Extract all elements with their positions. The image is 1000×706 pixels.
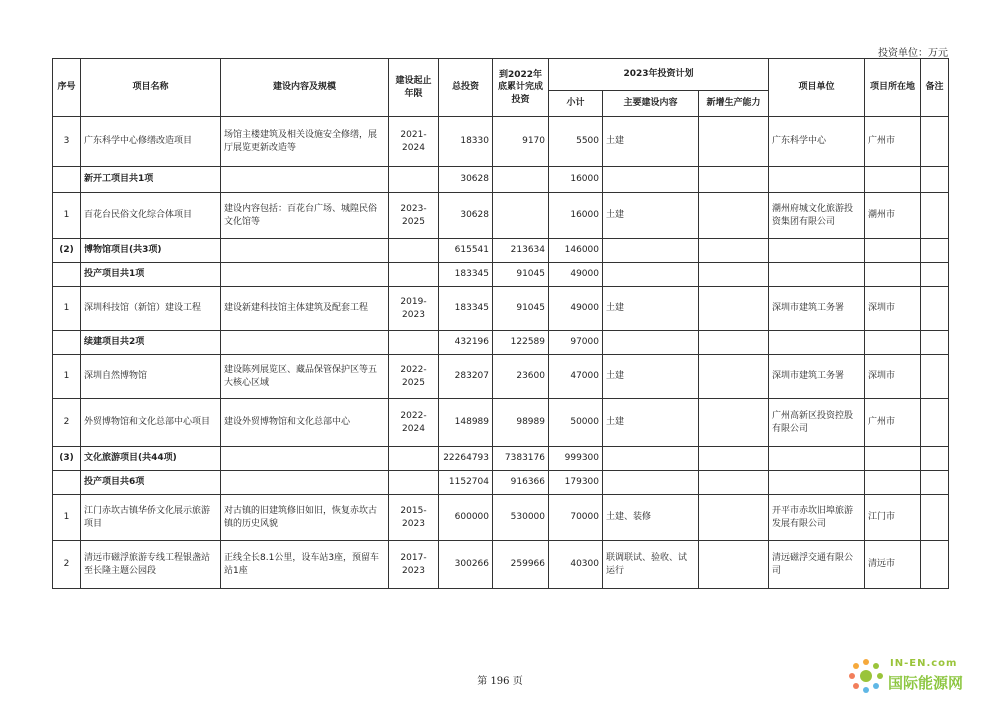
row-total: 183345 [439, 263, 493, 287]
row-subtotal: 49000 [549, 287, 603, 331]
header-years: 建设起止年限 [389, 59, 439, 117]
row-total: 615541 [439, 239, 493, 263]
row-content [221, 447, 389, 471]
row-capacity [699, 117, 769, 167]
row-seq [53, 263, 81, 287]
header-subtotal: 小计 [549, 91, 603, 117]
row-project-name: 广东科学中心修缮改造项目 [81, 117, 221, 167]
watermark-brand: 国际能源网 [888, 674, 964, 692]
row-capacity [699, 471, 769, 495]
row-seq: 1 [53, 193, 81, 239]
header-capacity: 新增生产能力 [699, 91, 769, 117]
row-completed: 91045 [493, 287, 549, 331]
row-capacity [699, 541, 769, 589]
row-total: 600000 [439, 495, 493, 541]
row-remark [921, 471, 949, 495]
row-location [865, 167, 921, 193]
row-main-content: 土建 [603, 193, 699, 239]
row-remark [921, 447, 949, 471]
row-content: 建设陈列展览区、藏品保管保护区等五大核心区域 [221, 355, 389, 399]
row-content: 建设新建科技馆主体建筑及配套工程 [221, 287, 389, 331]
row-main-content: 土建、装修 [603, 495, 699, 541]
header-name: 项目名称 [81, 59, 221, 117]
row-org [769, 167, 865, 193]
row-content: 建设内容包括：百花台广场、城隍民俗文化馆等 [221, 193, 389, 239]
table-row [53, 495, 949, 541]
header-total: 总投资 [439, 59, 493, 117]
row-seq: 1 [53, 495, 81, 541]
row-years: 2021-2024 [389, 117, 439, 167]
row-project-name: 投产项目共6项 [81, 471, 221, 495]
row-main-content [603, 331, 699, 355]
row-capacity [699, 239, 769, 263]
row-subtotal: 97000 [549, 331, 603, 355]
row-remark [921, 239, 949, 263]
row-project-name: 外贸博物馆和文化总部中心项目 [81, 399, 221, 447]
row-completed: 98989 [493, 399, 549, 447]
header-org: 项目单位 [769, 59, 865, 117]
table-row [53, 263, 949, 287]
row-completed: 530000 [493, 495, 549, 541]
row-subtotal: 5500 [549, 117, 603, 167]
row-seq [53, 331, 81, 355]
row-content: 建设外贸博物馆和文化总部中心 [221, 399, 389, 447]
row-remark [921, 541, 949, 589]
row-subtotal: 47000 [549, 355, 603, 399]
row-remark [921, 355, 949, 399]
row-completed [493, 193, 549, 239]
row-location: 江门市 [865, 495, 921, 541]
table-row [53, 287, 949, 331]
row-org [769, 471, 865, 495]
row-main-content: 土建 [603, 117, 699, 167]
row-main-content: 土建 [603, 355, 699, 399]
row-main-content [603, 447, 699, 471]
row-location: 潮州市 [865, 193, 921, 239]
table-row [53, 193, 949, 239]
row-total: 30628 [439, 167, 493, 193]
header-main-content: 主要建设内容 [603, 91, 699, 117]
header-content: 建设内容及规模 [221, 59, 389, 117]
row-main-content: 土建 [603, 287, 699, 331]
watermark-domain: IN-EN.com [890, 658, 958, 669]
row-seq: 3 [53, 117, 81, 167]
row-project-name: 投产项目共1项 [81, 263, 221, 287]
row-project-name: 新开工项目共1项 [81, 167, 221, 193]
header-completed: 到2022年底累计完成投资 [493, 59, 549, 117]
row-subtotal: 40300 [549, 541, 603, 589]
row-total: 148989 [439, 399, 493, 447]
row-remark [921, 495, 949, 541]
row-seq [53, 167, 81, 193]
row-content: 正线全长8.1公里，设车站3座，预留车站1座 [221, 541, 389, 589]
row-capacity [699, 193, 769, 239]
row-remark [921, 287, 949, 331]
row-remark [921, 167, 949, 193]
row-years [389, 331, 439, 355]
row-years: 2019-2023 [389, 287, 439, 331]
row-completed: 91045 [493, 263, 549, 287]
row-subtotal: 16000 [549, 193, 603, 239]
table-row [53, 399, 949, 447]
row-location: 广州市 [865, 117, 921, 167]
row-seq: 2 [53, 399, 81, 447]
row-seq: 2 [53, 541, 81, 589]
row-location [865, 331, 921, 355]
header-plan-2023: 2023年投资计划 [549, 59, 769, 91]
row-org [769, 331, 865, 355]
row-seq: (3) [53, 447, 81, 471]
row-location [865, 447, 921, 471]
row-org: 清远磁浮交通有限公司 [769, 541, 865, 589]
row-completed: 9170 [493, 117, 549, 167]
row-subtotal: 16000 [549, 167, 603, 193]
row-years: 2015-2023 [389, 495, 439, 541]
row-completed [493, 167, 549, 193]
row-years [389, 167, 439, 193]
table-row [53, 355, 949, 399]
row-total: 22264793 [439, 447, 493, 471]
row-total: 30628 [439, 193, 493, 239]
row-subtotal: 50000 [549, 399, 603, 447]
row-capacity [699, 447, 769, 471]
row-capacity [699, 331, 769, 355]
row-remark [921, 331, 949, 355]
row-completed: 7383176 [493, 447, 549, 471]
row-capacity [699, 399, 769, 447]
row-project-name: 深圳科技馆（新馆）建设工程 [81, 287, 221, 331]
row-years: 2023-2025 [389, 193, 439, 239]
row-capacity [699, 263, 769, 287]
row-org: 广东科学中心 [769, 117, 865, 167]
sun-icon [846, 656, 886, 696]
table-row [53, 331, 949, 355]
row-completed: 122589 [493, 331, 549, 355]
row-main-content [603, 263, 699, 287]
header-location: 项目所在地 [865, 59, 921, 117]
row-seq [53, 471, 81, 495]
row-org: 深圳市建筑工务署 [769, 355, 865, 399]
row-main-content [603, 239, 699, 263]
row-location: 深圳市 [865, 287, 921, 331]
row-years: 2017-2023 [389, 541, 439, 589]
row-content: 场馆主楼建筑及相关设施安全修缮，展厅展览更新改造等 [221, 117, 389, 167]
row-years: 2022-2025 [389, 355, 439, 399]
row-org: 开平市赤坎旧埠旅游发展有限公司 [769, 495, 865, 541]
row-location: 清远市 [865, 541, 921, 589]
row-project-name: 百花台民俗文化综合体项目 [81, 193, 221, 239]
row-content [221, 263, 389, 287]
row-project-name: 清远市磁浮旅游专线工程银盏站至长隆主题公园段 [81, 541, 221, 589]
row-main-content [603, 471, 699, 495]
row-subtotal: 146000 [549, 239, 603, 263]
row-years [389, 471, 439, 495]
row-seq: (2) [53, 239, 81, 263]
row-location [865, 471, 921, 495]
row-main-content: 土建 [603, 399, 699, 447]
row-org: 潮州府城文化旅游投资集团有限公司 [769, 193, 865, 239]
row-years [389, 239, 439, 263]
table-row [53, 239, 949, 263]
row-completed: 916366 [493, 471, 549, 495]
row-remark [921, 193, 949, 239]
row-project-name: 深圳自然博物馆 [81, 355, 221, 399]
table-row [53, 541, 949, 589]
row-remark [921, 263, 949, 287]
row-remark [921, 117, 949, 167]
row-main-content: 联调联试、验收、试运行 [603, 541, 699, 589]
row-remark [921, 399, 949, 447]
row-total: 432196 [439, 331, 493, 355]
page-number: 第 196 页 [477, 676, 523, 687]
investment-table [52, 58, 949, 589]
row-project-name: 江门赤坎古镇华侨文化展示旅游项目 [81, 495, 221, 541]
row-total: 183345 [439, 287, 493, 331]
row-completed: 259966 [493, 541, 549, 589]
unit-label: 投资单位：万元 [878, 48, 948, 59]
row-subtotal: 49000 [549, 263, 603, 287]
row-years [389, 447, 439, 471]
row-project-name: 博物馆项目(共3项) [81, 239, 221, 263]
row-org: 广州高新区投资控股有限公司 [769, 399, 865, 447]
row-subtotal: 70000 [549, 495, 603, 541]
row-location [865, 239, 921, 263]
table-row [53, 471, 949, 495]
row-total: 18330 [439, 117, 493, 167]
row-subtotal: 999300 [549, 447, 603, 471]
row-content [221, 239, 389, 263]
row-total: 300266 [439, 541, 493, 589]
row-completed: 23600 [493, 355, 549, 399]
table-row [53, 117, 949, 167]
row-content: 对古镇的旧建筑修旧如旧，恢复赤坎古镇的历史风貌 [221, 495, 389, 541]
table-row [53, 447, 949, 471]
row-subtotal: 179300 [549, 471, 603, 495]
watermark-logo [844, 652, 994, 700]
header-remark: 备注 [921, 59, 949, 117]
row-project-name: 续建项目共2项 [81, 331, 221, 355]
row-seq: 1 [53, 355, 81, 399]
row-location: 广州市 [865, 399, 921, 447]
row-seq: 1 [53, 287, 81, 331]
header-seq: 序号 [53, 59, 81, 117]
row-capacity [699, 287, 769, 331]
row-location: 深圳市 [865, 355, 921, 399]
row-org [769, 239, 865, 263]
row-content [221, 331, 389, 355]
row-org [769, 447, 865, 471]
row-main-content [603, 167, 699, 193]
row-project-name: 文化旅游项目(共44项) [81, 447, 221, 471]
row-content [221, 167, 389, 193]
row-org [769, 263, 865, 287]
row-total: 283207 [439, 355, 493, 399]
row-years: 2022-2024 [389, 399, 439, 447]
row-content [221, 471, 389, 495]
row-org: 深圳市建筑工务署 [769, 287, 865, 331]
row-completed: 213634 [493, 239, 549, 263]
row-location [865, 263, 921, 287]
row-capacity [699, 355, 769, 399]
row-capacity [699, 167, 769, 193]
table-row [53, 167, 949, 193]
row-capacity [699, 495, 769, 541]
row-years [389, 263, 439, 287]
row-total: 1152704 [439, 471, 493, 495]
